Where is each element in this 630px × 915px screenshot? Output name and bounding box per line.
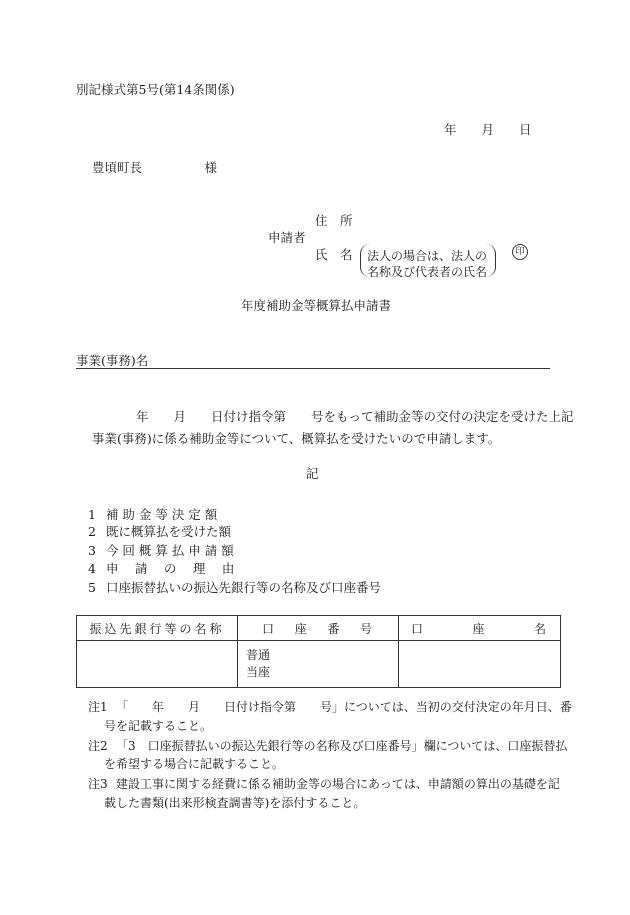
- account-name-cell[interactable]: [399, 641, 561, 688]
- bank-name-header: 振込先銀行等の名称: [77, 616, 238, 641]
- account-type-current: 当座: [246, 665, 271, 679]
- item-text: 口座振替払いの振込先銀行等の名称及び口座番号: [105, 580, 381, 595]
- addressee: 豊頃町長 様: [92, 160, 218, 175]
- seal-mark: 印: [512, 244, 528, 260]
- note-3-line-2: 載した書類(出来形検査調書等)を添付すること。: [104, 796, 366, 810]
- list-item: [88, 563, 234, 576]
- account-number-cell[interactable]: [238, 641, 399, 688]
- note-2-line-2: を希望する場合に記載すること。: [104, 757, 285, 771]
- body-line-2: 事業(事務)に係る補助金等について、概算払を受けたいので申請します。: [92, 431, 501, 446]
- account-number-header: 口 座 番 号: [238, 616, 399, 641]
- body-line-1: 年 月 日付け指令第 号をもって補助金等の交付の決定を受けた上記: [136, 409, 574, 424]
- bank-account-table: [76, 615, 561, 688]
- address-label: 住 所: [315, 213, 353, 228]
- applicant-label: 申請者: [268, 230, 306, 245]
- date-line: 年 月 日: [444, 122, 532, 137]
- account-type-ordinary: 普通: [246, 648, 271, 662]
- note-1-label: 注1: [88, 700, 108, 714]
- business-name-label: 事業(事務)名: [76, 353, 149, 368]
- note-3-line-1: 建設工事に関する経費に係る補助金等の場合にあっては、申請額の算出の基礎を記: [116, 777, 560, 791]
- corporate-note-line1: 法人の場合は、法人の: [367, 249, 488, 263]
- form-label: 別記様式第5号(第14条関係): [76, 82, 235, 97]
- list-item: [88, 526, 231, 539]
- list-item: [88, 509, 217, 522]
- item-text: 今 回 概 算 払 申 請 額: [105, 543, 234, 558]
- item-text: 補 助 金 等 決 定 額: [105, 507, 218, 522]
- item-text: 既に概算払を受けた額: [105, 524, 231, 539]
- document-title: 年度補助金等概算払申請書: [241, 298, 392, 313]
- business-name-underline: [76, 368, 550, 369]
- account-name-header: 口 座 名: [399, 616, 561, 641]
- ki-heading: 記: [306, 466, 319, 481]
- name-label: 氏 名: [315, 247, 353, 262]
- note-1-line-2: 号を記載すること。: [104, 719, 213, 733]
- corporate-name-note: [360, 244, 496, 277]
- note-3-label: 注3: [88, 777, 108, 791]
- item-number: 2: [88, 524, 96, 539]
- list-item: [88, 582, 381, 595]
- corporate-note-line2: 名称及び代表者の氏名: [367, 265, 488, 279]
- item-number: 5: [88, 580, 96, 595]
- note-2-line-1: 「3 口座振替払いの振込先銀行等の名称及び口座番号」欄については、口座振替払: [116, 739, 568, 753]
- item-number: 3: [88, 543, 96, 558]
- list-item: [88, 545, 234, 558]
- note-2-label: 注2: [88, 739, 108, 753]
- note-1-line-1: 「 年 月 日付け指令第 号」については、当初の交付決定の年月日、番: [116, 700, 572, 714]
- item-text: 申 請 の 理 由: [105, 561, 235, 576]
- item-number: 1: [88, 507, 96, 522]
- bank-name-cell[interactable]: [77, 641, 238, 688]
- item-number: 4: [88, 561, 96, 576]
